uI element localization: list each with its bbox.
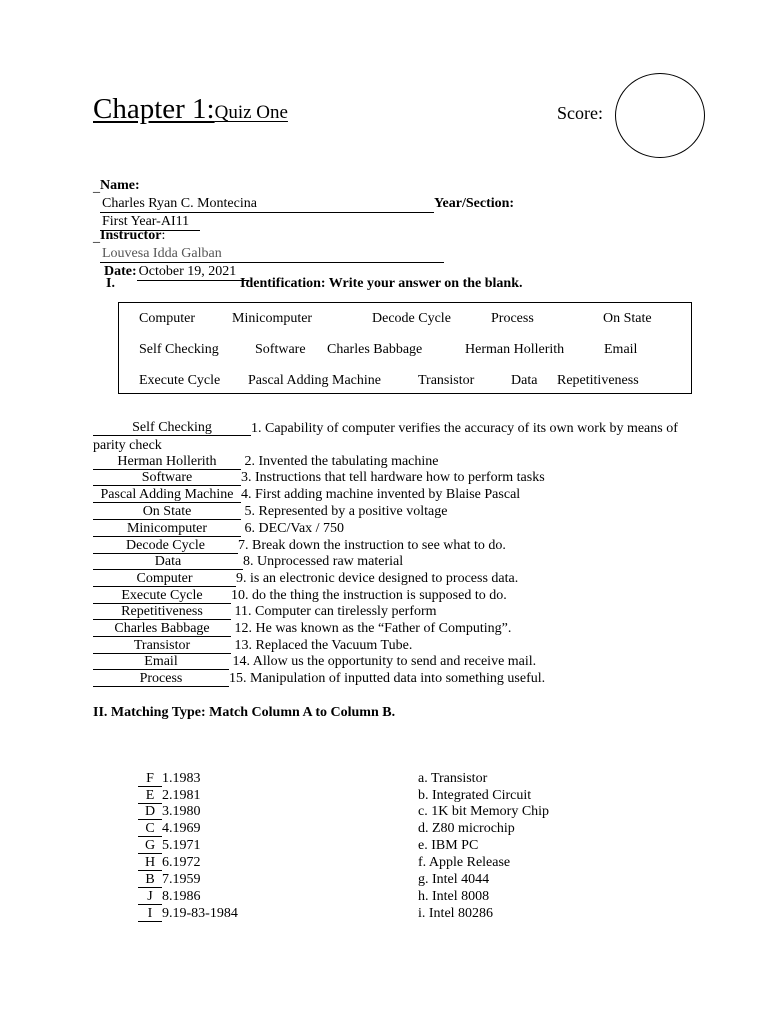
- column-b-item: d. Z80 microchip: [418, 821, 515, 836]
- question-4: [93, 487, 520, 503]
- answer-blank[interactable]: Software: [93, 470, 241, 486]
- column-a-item: [138, 838, 201, 854]
- word-bank-item: Charles Babbage: [327, 342, 423, 357]
- year-section-field[interactable]: First Year-AI11: [100, 214, 200, 231]
- instructor-colon: :: [161, 228, 166, 243]
- question-text: 4. First adding machine invented by Blaise Pascal: [241, 487, 521, 502]
- column-a-text: 5.1971: [162, 838, 201, 853]
- question-12: [93, 621, 511, 637]
- answer-blank[interactable]: On State: [93, 504, 241, 520]
- section-2-title: II. Matching Type: Match Column A to Column B.: [93, 705, 396, 720]
- word-bank-item: Computer: [139, 311, 195, 326]
- answer-blank[interactable]: Transistor: [93, 638, 231, 654]
- column-b-item: g. Intel 4044: [418, 872, 490, 887]
- word-bank-item: Pascal Adding Machine: [248, 373, 381, 388]
- column-b-item: e. IBM PC: [418, 838, 479, 853]
- question-14: [93, 654, 536, 670]
- question-text: 12. He was known as the “Father of Computing”.: [234, 621, 512, 636]
- answer-blank[interactable]: Charles Babbage: [93, 621, 231, 637]
- answer-blank[interactable]: Herman Hollerith: [93, 454, 241, 470]
- question-text: 10. do the thing the instruction is supposed to do.: [231, 588, 507, 603]
- question-13: [93, 638, 412, 654]
- column-b-item: f. Apple Release: [418, 855, 511, 870]
- name-row-dash: _: [93, 180, 100, 195]
- question-9: [93, 571, 518, 587]
- score-label: Score:: [557, 103, 603, 123]
- column-b-item: c. 1K bit Memory Chip: [418, 804, 550, 819]
- score-circle[interactable]: [615, 73, 705, 158]
- word-bank-item: Minicomputer: [232, 311, 313, 326]
- word-bank-item: On State: [603, 311, 652, 326]
- answer-blank[interactable]: Email: [93, 654, 229, 670]
- question-1: [93, 420, 678, 454]
- column-a-item: [138, 906, 238, 922]
- question-text: 1. Capability of computer verifies the accuracy of its own work by means of parity check: [93, 421, 678, 453]
- question-text: 13. Replaced the Vacuum Tube.: [234, 638, 413, 653]
- date-label: Date:: [104, 264, 137, 279]
- match-blank[interactable]: C: [138, 821, 162, 837]
- question-text: 8. Unprocessed raw material: [243, 554, 404, 569]
- column-a-text: 4.1969: [162, 821, 201, 836]
- chapter-heading: Chapter 1:: [93, 93, 215, 125]
- question-text: 7. Break down the instruction to see what to do.: [238, 538, 506, 553]
- section-1-title: Identification: Write your answer on the blank.: [240, 276, 523, 291]
- answer-blank[interactable]: Self Checking: [93, 420, 251, 436]
- match-blank[interactable]: H: [138, 855, 162, 871]
- column-a-text: 6.1972: [162, 855, 201, 870]
- column-b-item: a. Transistor: [418, 771, 488, 786]
- question-6: [93, 521, 344, 537]
- quiz-heading: Quiz One: [214, 102, 288, 123]
- question-text: 9. is an electronic device designed to process data.: [236, 571, 519, 586]
- word-bank-item: Email: [604, 342, 638, 357]
- word-bank-item: Process: [491, 311, 534, 326]
- column-a-item: [138, 855, 201, 871]
- answer-blank[interactable]: Computer: [93, 571, 236, 587]
- answer-blank[interactable]: Process: [93, 671, 229, 687]
- match-blank[interactable]: D: [138, 804, 162, 820]
- column-b-item: h. Intel 8008: [418, 889, 490, 904]
- question-11: [93, 604, 437, 620]
- word-bank: [118, 302, 692, 394]
- question-text: 14. Allow us the opportunity to send and receive mail.: [232, 654, 537, 669]
- word-bank-item: Repetitiveness: [557, 373, 639, 388]
- instructor-row-dash: _: [93, 230, 100, 245]
- column-a-text: 9.19-83-1984: [162, 906, 238, 921]
- match-blank[interactable]: F: [138, 771, 162, 787]
- column-b-item: b. Integrated Circuit: [418, 788, 532, 803]
- question-3: [93, 470, 545, 486]
- column-a-text: 1.1983: [162, 771, 201, 786]
- question-5: [93, 504, 447, 520]
- answer-blank[interactable]: Execute Cycle: [93, 588, 231, 604]
- answer-blank[interactable]: Data: [93, 554, 243, 570]
- column-a-item: [138, 788, 201, 804]
- question-text: 6. DEC/Vax / 750: [244, 521, 345, 536]
- word-bank-item: Self Checking: [139, 342, 219, 357]
- answer-blank[interactable]: Minicomputer: [93, 521, 241, 537]
- match-blank[interactable]: I: [138, 906, 162, 922]
- word-bank-item: Herman Hollerith: [465, 342, 565, 357]
- name-label: Name:: [100, 178, 140, 193]
- column-a-text: 8.1986: [162, 889, 201, 904]
- instructor-row: [93, 209, 444, 281]
- question-10: [93, 588, 507, 604]
- column-a-text: 3.1980: [162, 804, 201, 819]
- column-a-item: [138, 804, 201, 820]
- page-title: [93, 92, 288, 130]
- instructor-field[interactable]: Louvesa Idda Galban: [100, 246, 444, 263]
- match-blank[interactable]: G: [138, 838, 162, 854]
- question-7: [93, 538, 506, 554]
- question-text: 2. Invented the tabulating machine: [244, 454, 439, 469]
- answer-blank[interactable]: Repetitiveness: [93, 604, 231, 620]
- section-1-number: I.: [106, 276, 115, 291]
- column-a-text: 2.1981: [162, 788, 201, 803]
- column-a-text: 7.1959: [162, 872, 201, 887]
- question-text: 3. Instructions that tell hardware how to perform tasks: [241, 470, 545, 485]
- word-bank-item: Software: [255, 342, 306, 357]
- question-text: 11. Computer can tirelessly perform: [234, 604, 437, 619]
- date-field[interactable]: October 19, 2021: [137, 264, 249, 281]
- question-15: [93, 671, 545, 687]
- match-blank[interactable]: J: [138, 889, 162, 905]
- word-bank-item: Data: [511, 373, 538, 388]
- column-a-item: [138, 821, 201, 837]
- match-blank[interactable]: E: [138, 788, 162, 804]
- answer-blank[interactable]: Pascal Adding Machine: [93, 487, 241, 503]
- name-field[interactable]: Charles Ryan C. Montecina: [100, 196, 434, 213]
- question-2: [93, 454, 439, 470]
- column-a-item: [138, 889, 201, 905]
- year-section-label: Year/Section:: [434, 196, 515, 211]
- column-b-item: i. Intel 80286: [418, 906, 494, 921]
- question-8: [93, 554, 403, 570]
- question-text: 5. Represented by a positive voltage: [244, 504, 448, 519]
- word-bank-item: Decode Cycle: [372, 311, 451, 326]
- column-a-item: [138, 771, 201, 787]
- answer-blank[interactable]: Decode Cycle: [93, 538, 238, 554]
- instructor-label: Instructor: [100, 228, 162, 243]
- word-bank-item: Execute Cycle: [139, 373, 221, 388]
- match-blank[interactable]: B: [138, 872, 162, 888]
- word-bank-item: Transistor: [418, 373, 475, 388]
- question-text: 15. Manipulation of inputted data into something useful.: [229, 671, 546, 686]
- column-a-item: [138, 872, 201, 888]
